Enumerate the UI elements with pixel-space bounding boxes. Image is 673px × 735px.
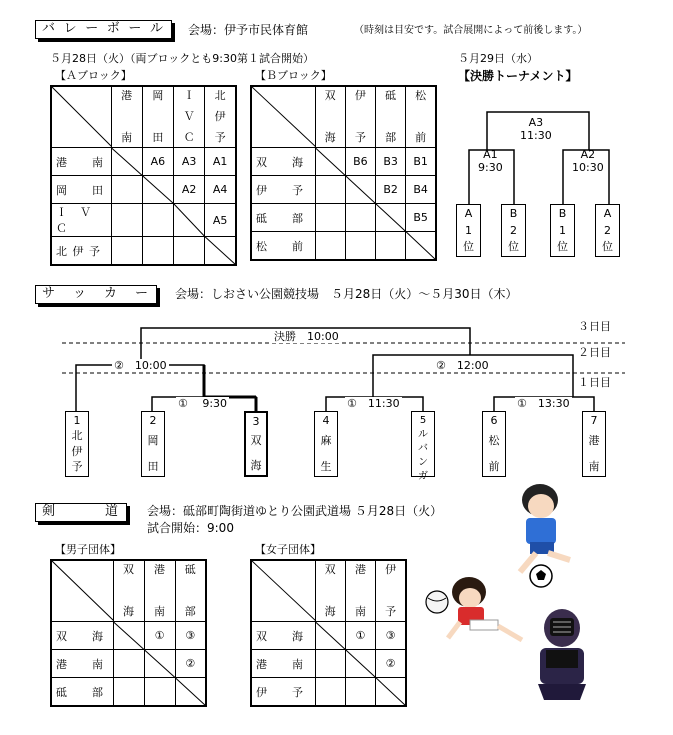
diagonal-cell [376,204,406,232]
match-cell [345,678,375,707]
row-label: Ｉ Ｖ Ｃ [51,204,111,237]
row-label: 港 南 [251,650,315,678]
col-header: 港 南 [111,86,142,148]
row-label: 伊 予 [251,678,315,707]
match-cell: A6 [142,148,173,176]
match-cell: B1 [406,148,436,176]
blockA-label: 【Ａブロック】 [55,69,132,82]
day-label-2: ２日目 [578,346,611,359]
soccer-team-box: 1 北 伊 予 [65,411,89,477]
title-char: バ [42,21,58,36]
table-corner [51,560,113,622]
title-char: 道 [104,504,120,519]
diagonal-cell [174,204,205,237]
match-cell: A5 [205,204,236,237]
match-cell: ③ [376,622,406,650]
match-cell [345,204,375,232]
col-header: 砥 部 [175,560,206,622]
diagonal-cell [345,650,375,678]
col-header: 双 海 [315,86,345,148]
row-label: 伊 予 [251,176,315,204]
men-table [50,559,207,707]
soccer-team-box: 2 岡 田 [141,411,165,477]
soccer-team-box: 5 ル バ ン ガ [411,411,435,477]
col-header: 双 海 [113,560,144,622]
kendo-title [35,503,127,522]
col-header: 伊 予 [376,560,406,622]
match-cell [315,650,345,678]
row-label: 双 海 [251,622,315,650]
soccer-team-box: 3 双 海 [244,411,268,477]
blockA-table [50,85,237,266]
diagonal-cell [315,622,345,650]
soccer-title [35,285,157,304]
row-label: 岡 田 [51,176,111,204]
col-header: 双 海 [315,560,345,622]
col-header: 砥 部 [376,86,406,148]
volleyball-title [35,20,172,39]
soccer-team-box: 7 港 南 [582,411,606,477]
title-char: ル [149,21,165,36]
match-cell [315,678,345,707]
match-cell: ② [175,650,206,678]
diagonal-cell [142,176,173,204]
diagonal-cell [113,622,144,650]
volleyball-day1: ５月28日（火）（両ブロックとも9:30第１試合開始） [50,52,314,65]
match-cell: B2 [376,176,406,204]
match-cell [345,232,375,261]
title-char: サ [42,286,58,301]
match-cell [111,237,142,266]
soccer-team-box: 6 松 前 [482,411,506,477]
final-top-match: A3 11:30 [520,116,552,142]
final-seed-box: A 2 位 [595,204,620,257]
col-header: 港 南 [144,560,175,622]
match-cell [142,204,173,237]
diagonal-cell [406,232,436,261]
match-cell [113,678,144,707]
title-char: レ [63,21,79,36]
final-right-match: A2 10:30 [572,148,604,174]
title-char: ー [128,21,144,36]
day-label-1: １日目 [578,376,611,389]
row-label: 港 南 [51,650,113,678]
soccer-r1-label: ① 9:30 [178,397,228,410]
match-cell [315,176,345,204]
blockB-table [250,85,437,261]
title-char: ッ [72,286,88,301]
match-cell [315,232,345,261]
match-cell: B4 [406,176,436,204]
title-char: ー [134,286,150,301]
diagonal-cell [315,148,345,176]
final-seed-box: A 1 位 [456,204,481,257]
volleyball-venue: 会場：伊予市民体育館 [188,23,309,37]
diagonal-cell [144,650,175,678]
soccer-info: 会場：しおさい公園競技場 ５月28日（火）～５月30日（木） [175,287,518,301]
match-cell: B5 [406,204,436,232]
match-cell [111,204,142,237]
diagonal-cell [111,148,142,176]
final-label: 【決勝トーナメント】 [458,69,578,83]
match-cell [144,678,175,707]
match-cell: ② [376,650,406,678]
match-cell: ① [345,622,375,650]
volleyball-day2: ５月29日（水） [458,52,538,65]
title-char: ボ [106,21,122,36]
final-left-match: A1 9:30 [478,148,503,174]
diagonal-cell [205,237,236,266]
kendo-start: 試合開始：9:00 [147,521,234,535]
match-cell: A1 [205,148,236,176]
volleyball-note: （時刻は目安です。試合展開によって前後します。） [354,25,588,36]
match-cell [142,237,173,266]
row-label: 松 前 [251,232,315,261]
col-header: 松 前 [406,86,436,148]
title-char: 剣 [42,504,58,519]
day-label-3: ３日目 [578,320,611,333]
soccer-final-label: 決勝 10:00 [274,330,339,343]
soccer-team-box: 4 麻 生 [314,411,338,477]
match-cell [376,232,406,261]
match-cell [113,650,144,678]
row-label: 砥 部 [251,204,315,232]
row-label: 砥 部 [51,678,113,707]
diagonal-cell [345,176,375,204]
col-header: 岡 田 [142,86,173,148]
row-label: 港 南 [51,148,111,176]
soccer-semi-left: ② 10:00 [114,359,167,372]
soccer-semi-right: ② 12:00 [436,359,489,372]
women-label: 【女子団体】 [255,543,321,556]
match-cell: ① [144,622,175,650]
table-corner [251,86,315,148]
match-cell [111,176,142,204]
final-seed-box: B 2 位 [501,204,526,257]
match-cell: A3 [174,148,205,176]
col-header: Ｉ Ｖ Ｃ [174,86,205,148]
row-label: 北 伊 予 [51,237,111,266]
diagonal-cell [376,678,406,707]
kendo-venue: 会場：砥部町陶街道ゆとり公園武道場 ５月28日（火） [147,504,443,518]
table-corner [251,560,315,622]
row-label: 双 海 [51,622,113,650]
women-table [250,559,407,707]
title-char: カ [103,286,119,301]
match-cell: ③ [175,622,206,650]
soccer-r1-label: ① 13:30 [517,397,570,410]
men-label: 【男子団体】 [55,543,121,556]
match-cell: A4 [205,176,236,204]
table-corner [51,86,111,148]
col-header: 伊 予 [345,86,375,148]
match-cell: B3 [376,148,406,176]
col-header: 港 南 [345,560,375,622]
row-label: 双 海 [251,148,315,176]
match-cell: A2 [174,176,205,204]
match-cell [315,204,345,232]
title-char: ー [85,21,101,36]
blockB-label: 【Ｂブロック】 [255,69,332,82]
diagonal-cell [175,678,206,707]
match-cell [174,237,205,266]
final-seed-box: B 1 位 [550,204,575,257]
match-cell: B6 [345,148,375,176]
col-header: 北 伊 予 [205,86,236,148]
soccer-r1-label: ① 11:30 [347,397,400,410]
